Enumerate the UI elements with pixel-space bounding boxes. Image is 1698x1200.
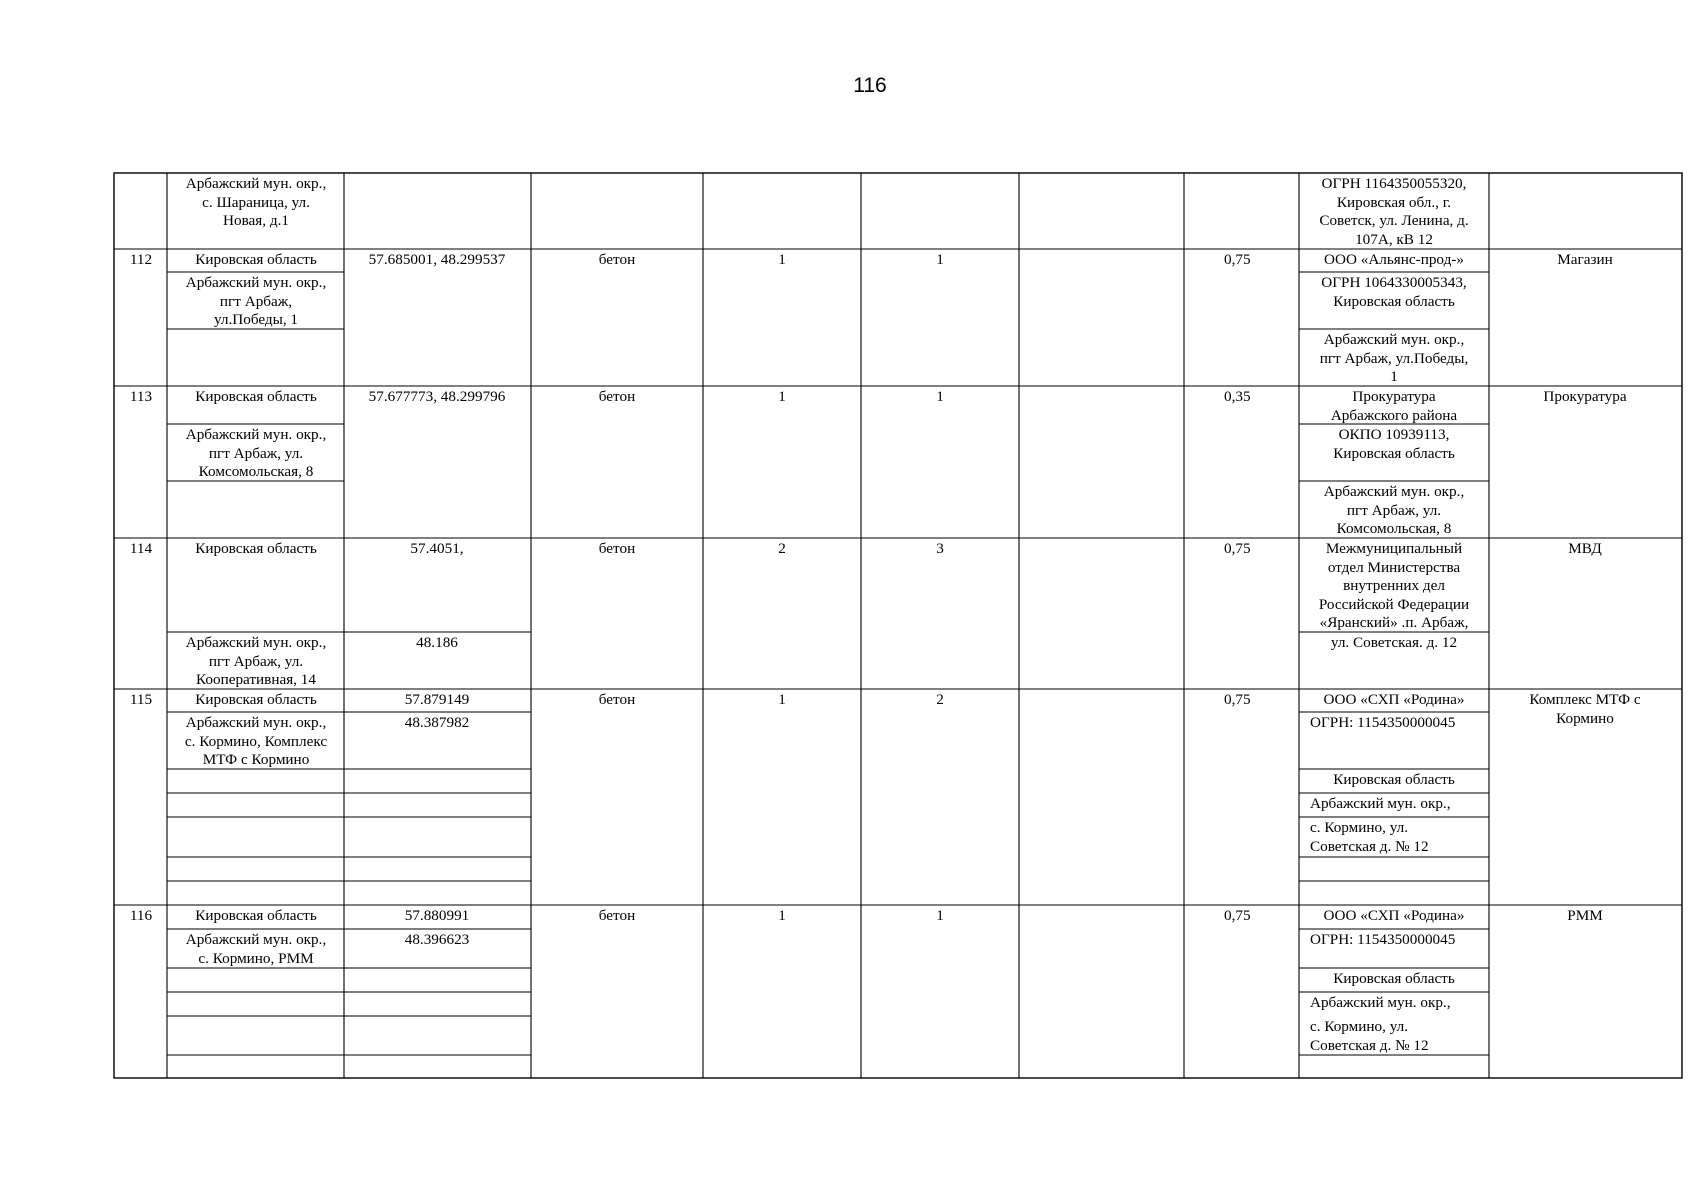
owner-district-cell: Арбажский мун. окр., bbox=[1310, 994, 1451, 1011]
count-cell: 1 bbox=[778, 251, 786, 268]
address-cell: Арбажский мун. окр., пгт Арбаж, ул. Комсомольская, 8 bbox=[185, 426, 327, 480]
count-cell: 2 bbox=[778, 540, 786, 557]
surface-cell: бетон bbox=[598, 907, 636, 924]
surface-cell: бетон bbox=[598, 251, 636, 268]
owner-reg-cell: ОГРН 1064330005343, Кировская область bbox=[1321, 274, 1467, 310]
volume-cell: 0,75 bbox=[1224, 691, 1251, 708]
row-number: 112 bbox=[129, 251, 153, 268]
surface-cell: бетон bbox=[598, 388, 636, 405]
region-cell: Кировская область bbox=[195, 251, 317, 268]
region-cell: Кировская область bbox=[195, 388, 317, 405]
volume-cell: 0,35 bbox=[1224, 388, 1251, 405]
owner-name-cell: ООО «СХП «Родина» bbox=[1323, 907, 1465, 924]
count-cell: 3 bbox=[936, 540, 944, 557]
latitude-cell: 57.4051, bbox=[410, 540, 464, 557]
owner-name-cell: Прокуратура Арбажского района bbox=[1330, 388, 1458, 424]
page-number: 116 bbox=[853, 74, 887, 97]
count-cell: 2 bbox=[936, 691, 944, 708]
source-cell: Магазин bbox=[1557, 251, 1613, 268]
region-cell: Кировская область bbox=[195, 691, 317, 708]
region-cell: Кировская область bbox=[195, 907, 317, 924]
row-number: 114 bbox=[129, 540, 153, 557]
owner-cell: ОГРН 1164350055320, Кировская обл., г. Советск, ул. Ленина, д. 107А, кВ 12 bbox=[1319, 175, 1469, 248]
count-cell: 1 bbox=[778, 388, 786, 405]
owner-reg-cell: ОКПО 10939113, Кировская область bbox=[1333, 426, 1455, 462]
volume-cell: 0,75 bbox=[1224, 251, 1251, 268]
owner-address-cell: ул. Советская. д. 12 bbox=[1330, 634, 1458, 651]
row-number: 113 bbox=[129, 388, 153, 405]
row-number: 115 bbox=[129, 691, 153, 708]
owner-district-cell: Арбажский мун. окр., bbox=[1310, 795, 1451, 812]
owner-region-cell: Кировская область bbox=[1333, 970, 1455, 987]
count-cell: 1 bbox=[778, 907, 786, 924]
longitude-cell: 48.396623 bbox=[404, 931, 470, 948]
owner-street-cell: с. Кормино, ул. Советская д. № 12 bbox=[1310, 1018, 1429, 1054]
source-cell: МВД bbox=[1568, 540, 1602, 557]
source-cell: Прокуратура bbox=[1543, 388, 1627, 405]
longitude-cell: 48.387982 bbox=[404, 714, 470, 731]
count-cell: 1 bbox=[936, 907, 944, 924]
surface-cell: бетон bbox=[598, 540, 636, 557]
address-cell: Арбажский мун. окр., с. Шараница, ул. Новая, д.1 bbox=[185, 175, 327, 229]
owner-name-cell: ООО «Альянс-прод-» bbox=[1324, 251, 1464, 268]
volume-cell: 0,75 bbox=[1224, 540, 1251, 557]
coordinates-cell: 57.685001, 48.299537 bbox=[368, 251, 506, 268]
owner-region-cell: Кировская область bbox=[1333, 771, 1455, 788]
region-cell: Кировская область bbox=[195, 540, 317, 557]
owner-name-cell: Межмуниципальный отдел Министерства внутренних дел Российской Федерации «Яранский» .п. Арбаж, bbox=[1318, 540, 1470, 631]
address-cell: Арбажский мун. окр., пгт Арбаж, ул. Кооперативная, 14 bbox=[185, 634, 327, 688]
address-cell: Арбажский мун. окр., с. Кормино, Комплекс МТФ с Кормино bbox=[184, 714, 328, 768]
count-cell: 1 bbox=[778, 691, 786, 708]
owner-address-cell: Арбажский мун. окр., пгт Арбаж, ул. Комсомольская, 8 bbox=[1323, 483, 1465, 537]
volume-cell: 0,75 bbox=[1224, 907, 1251, 924]
latitude-cell: 57.880991 bbox=[404, 907, 470, 924]
address-cell: Арбажский мун. окр., пгт Арбаж, ул.Победы, 1 bbox=[185, 274, 327, 328]
owner-address-cell: Арбажский мун. окр., пгт Арбаж, ул.Победы, 1 bbox=[1319, 331, 1469, 385]
count-cell: 1 bbox=[936, 388, 944, 405]
longitude-cell: 48.186 bbox=[416, 634, 458, 651]
owner-reg-cell: ОГРН: 1154350000045 bbox=[1310, 931, 1456, 948]
source-cell: Комплекс МТФ с Кормино bbox=[1529, 691, 1641, 727]
owner-street-cell: с. Кормино, ул. Советская д. № 12 bbox=[1310, 819, 1429, 855]
address-cell: Арбажский мун. окр., с. Кормино, РММ bbox=[185, 931, 327, 967]
surface-cell: бетон bbox=[598, 691, 636, 708]
owner-name-cell: ООО «СХП «Родина» bbox=[1323, 691, 1465, 708]
coordinates-cell: 57.677773, 48.299796 bbox=[368, 388, 506, 405]
source-cell: РММ bbox=[1567, 907, 1603, 924]
count-cell: 1 bbox=[936, 251, 944, 268]
latitude-cell: 57.879149 bbox=[404, 691, 470, 708]
row-number: 116 bbox=[129, 907, 153, 924]
owner-reg-cell: ОГРН: 1154350000045 bbox=[1310, 714, 1456, 731]
